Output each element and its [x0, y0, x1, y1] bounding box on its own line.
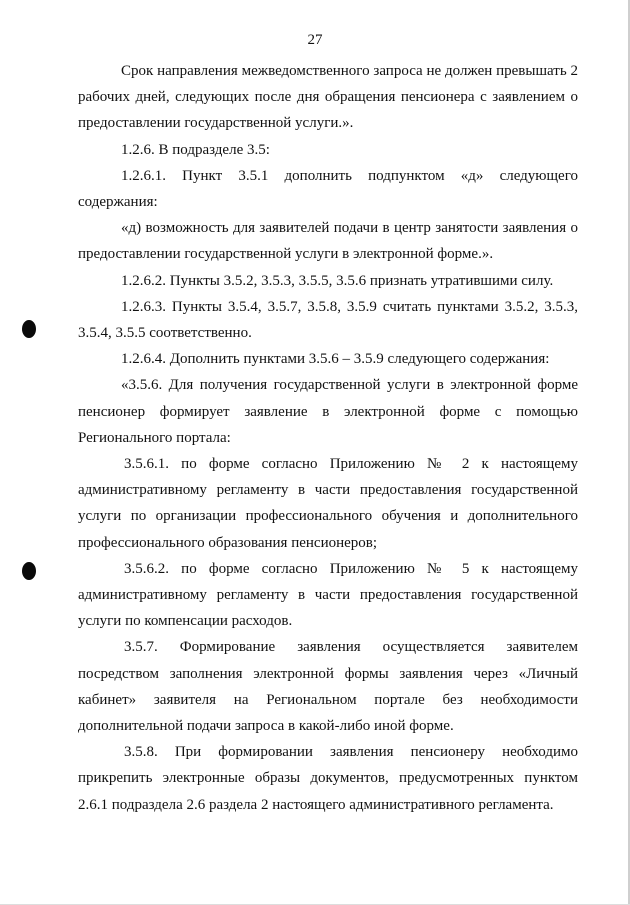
paragraph: 1.2.6.1. Пункт 3.5.1 дополнить подпунктом «д» следующего содержания:	[78, 167, 578, 211]
paragraph: 3.5.8. При формировании заявления пенсионеру необходимо прикрепить электронные образы документов, предусмотренных пунктом 2.6.1 подраздела 2.6 раздела 2 настоящего административного регламента.	[78, 744, 578, 813]
paragraph: 1.2.6.4. Дополнить пунктами 3.5.6 – 3.5.9 следующего содержания:	[121, 351, 550, 368]
paragraph: 3.5.7. Формирование заявления осуществляется заявителем посредством заполнения электронной формы заявления через «Личный кабинет» заявителя на Региональном портале без необходимости дополнительной подачи запроса в какой-либо иной форме.	[78, 639, 578, 735]
paragraph: «д) возможность для заявителей подачи в центр занятости заявления о предоставлении государственной услуги в электронной форме.».	[78, 220, 578, 263]
paragraph: 1.2.6.2. Пункты 3.5.2, 3.5.3, 3.5.5, 3.5.6 признать утратившими силу.	[121, 272, 554, 289]
paragraph: 1.2.6.3. Пункты 3.5.4, 3.5.7, 3.5.8, 3.5.9 считать пунктами 3.5.2, 3.5.3, 3.5.4, 3.5.5 соответственно.	[78, 298, 578, 342]
paragraph: Срок направления межведомственного запроса не должен превышать 2 рабочих дней, следующих после дня обращения пенсионера с заявлением о предоставлении государственной услуги.».	[78, 63, 578, 132]
paragraph: 3.5.6.2. по форме согласно Приложению № 5 к настоящему административному регламенту в части предоставления государственной услуги по компенсации расходов.	[78, 560, 578, 630]
punch-hole-mark	[22, 562, 36, 580]
page-number: 27	[307, 32, 323, 48]
punch-hole-mark	[22, 320, 36, 338]
paragraph: 3.5.6.1. по форме согласно Приложению № 2 к настоящему административному регламенту в части предоставления государственной услуги по организации профессионального обучения и дополнительного профессионального образования пенсионеров;	[78, 456, 578, 551]
paragraph: 1.2.6. В подразделе 3.5:	[121, 141, 270, 158]
paragraph: «3.5.6. Для получения государственной услуги в электронной форме пенсионер формирует заявление в электронной форме с помощью Регионального портала:	[78, 377, 578, 446]
body-text	[78, 58, 578, 818]
